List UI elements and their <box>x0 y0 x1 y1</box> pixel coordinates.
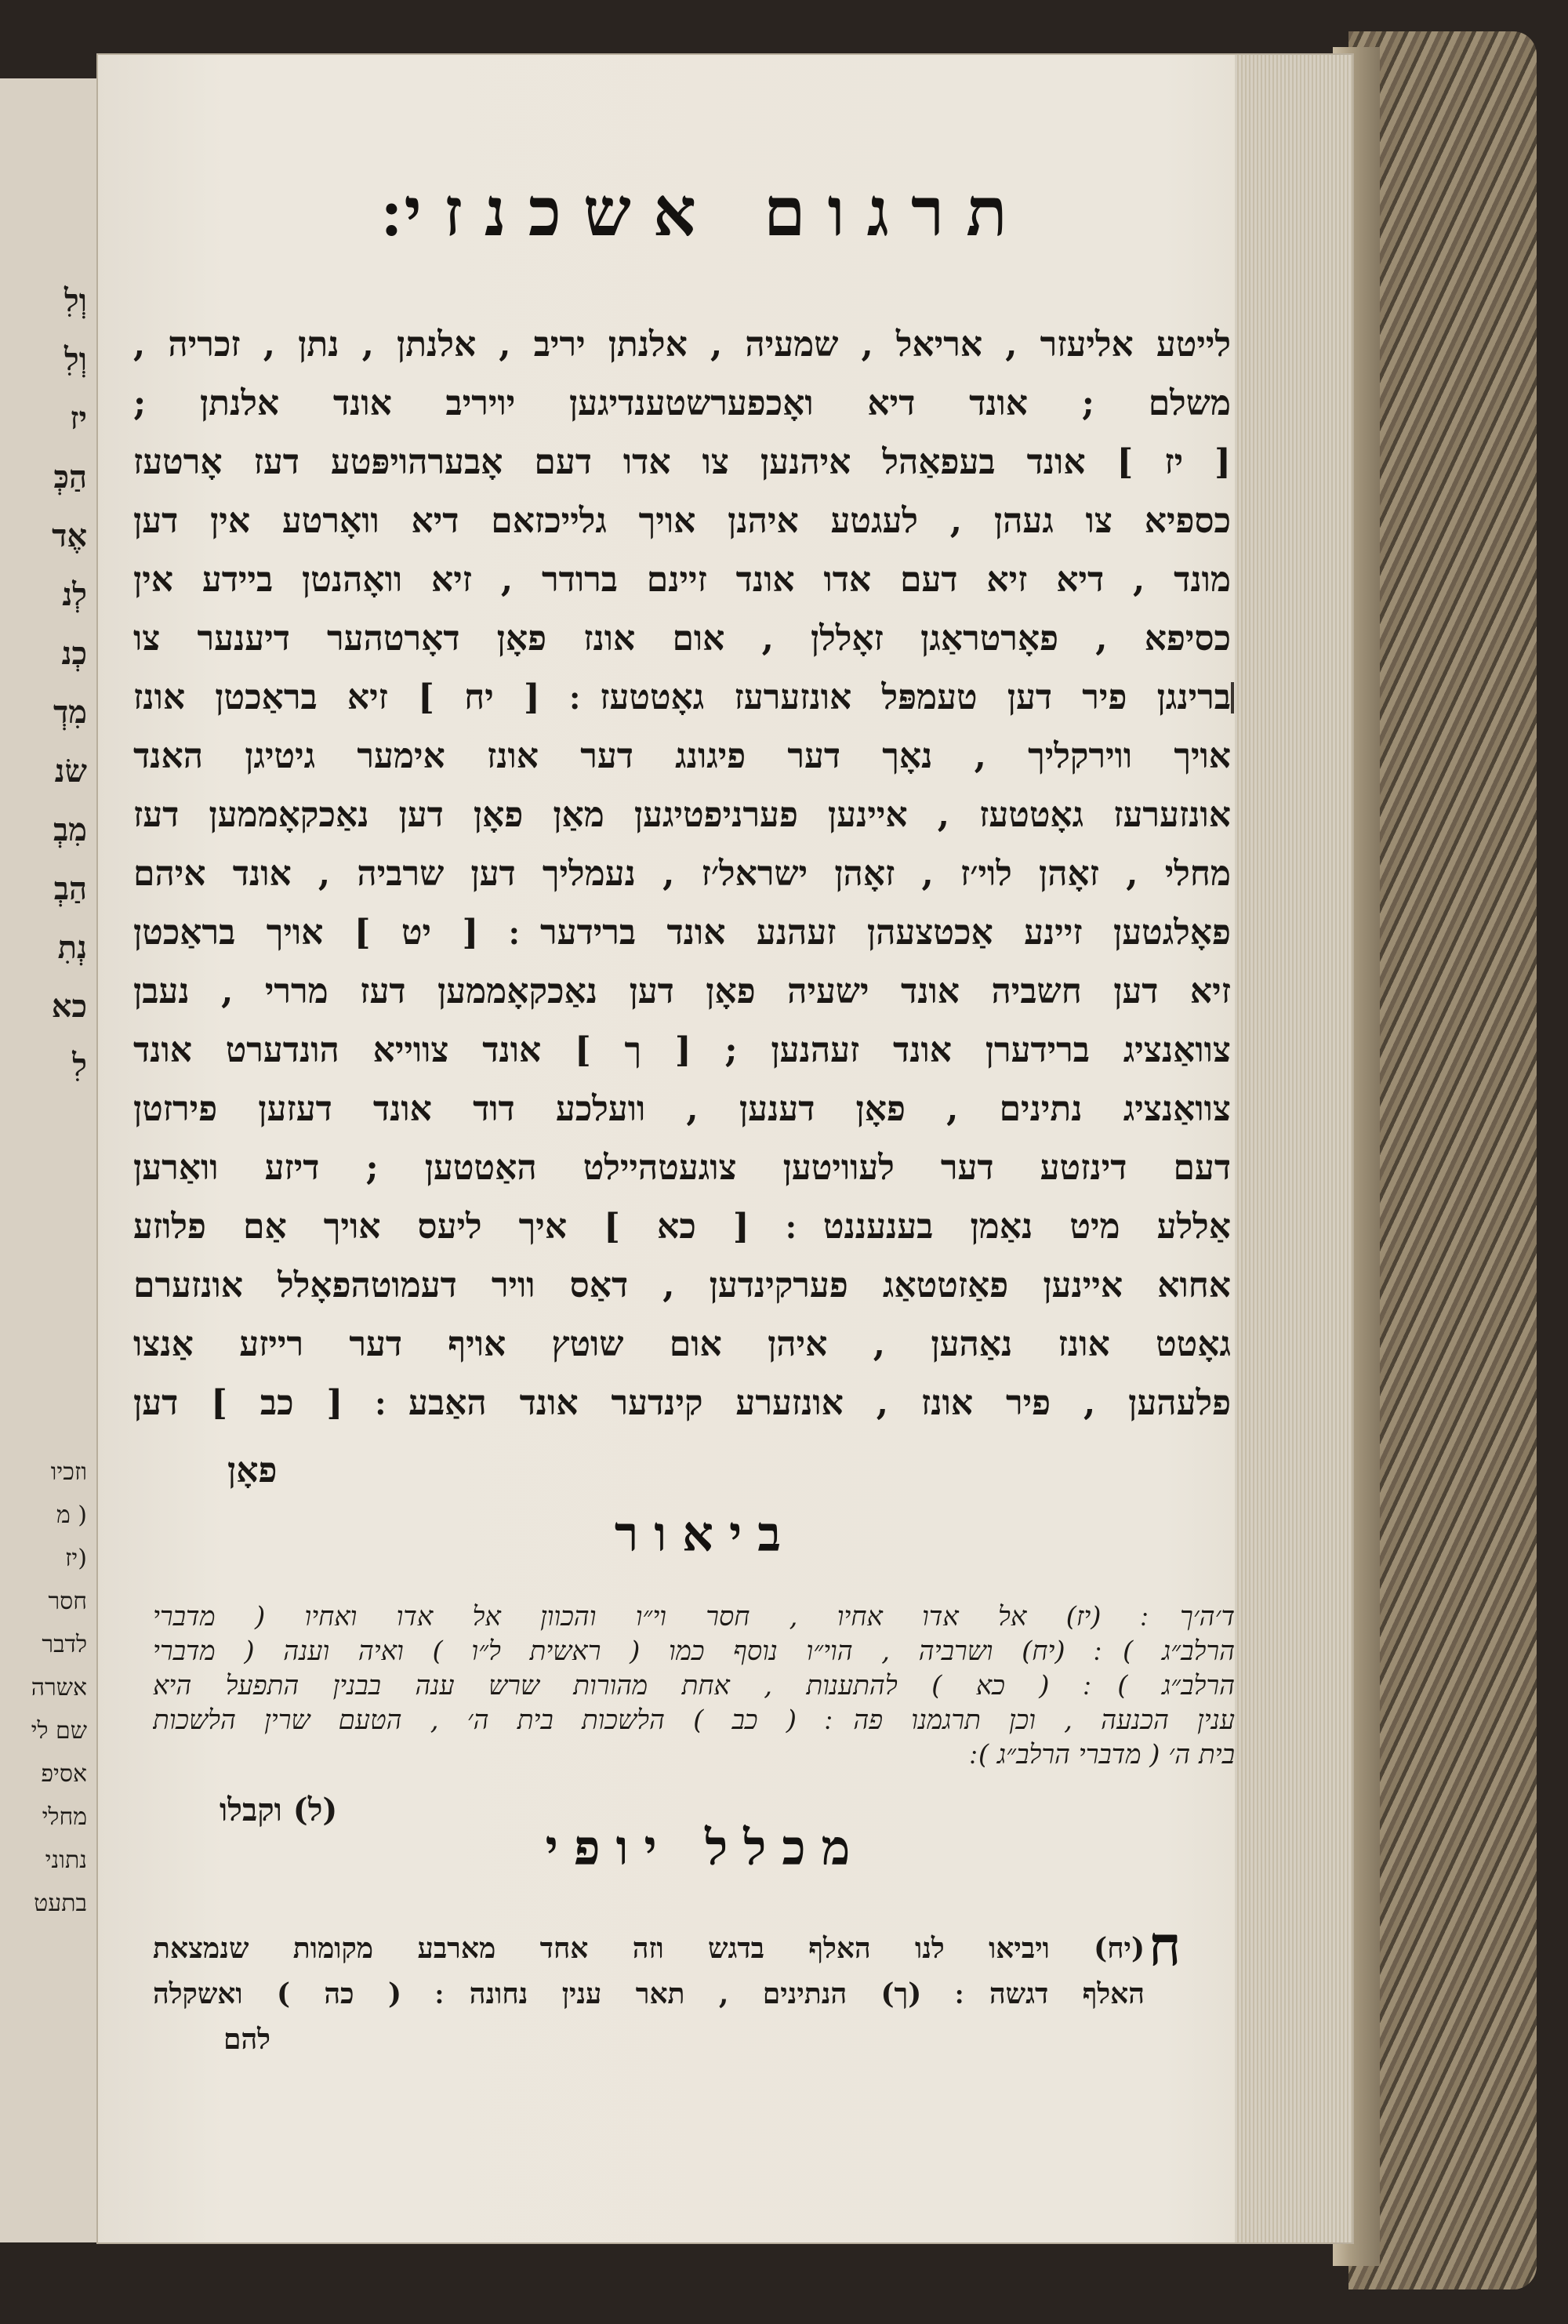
commentary-line: הרלב״ג ) ׃ ( כא ) להתענות , אחת מהורות שרש ענה בבנין התפעל היא <box>153 1670 1235 1701</box>
text-line: לייטע אליעזר , אריאל , שמעיה , אלנתן יריב , אלנתן , נתן , זכריה , <box>133 325 1231 365</box>
left-page-fragment: מחלי <box>42 1803 87 1831</box>
text-line: צוואַנציג נתינים , פאָן דענען , וועלכע דוד אונד דעזען פירזטן <box>133 1089 1231 1129</box>
left-page-fragment: נתוני <box>45 1846 87 1874</box>
left-page-fragment: וְלִ <box>64 282 87 319</box>
left-page-fragment: בתעט <box>34 1890 87 1917</box>
text-line: כסיפא , פאָרטראַגן זאָללן , אום אונז פאָן דאָרטהער דיענער צו <box>133 619 1231 659</box>
commentary-line: בית ה׳ ( מדברי הרלב״ג ) ׃ <box>970 1739 1235 1770</box>
commentary-line: ענין הכנעה , וכן תרגמנו פה ׃ ( כב ) הלשכות בית ה׳ , הטעם שרין הלשכות <box>153 1705 1235 1736</box>
text-line: אויך ווירקליך , נאָך דער פיגונג דער אונז אימער גיטיגן האנד <box>133 736 1231 776</box>
mikhlol-yofi-heading: מכלל יופי <box>545 1819 866 1876</box>
book-page <box>98 55 1352 2242</box>
text-line: כספיא צו געהן , לעגטע איהנן אויך גלייכזאם דיא וואָרטע אין דען <box>133 501 1231 541</box>
left-page-fragment: שם לי <box>31 1717 87 1745</box>
commentary-line: (יח) ויביאו לנו האלף בדגש וזה אחד מארבע מקומות שנמצאת <box>153 1932 1145 1965</box>
left-page-fragment: כא <box>51 988 87 1025</box>
text-line: אַללע מיט נאַמן בענעננט ׃ [ כא ] איך ליעס אויך אַם פלוזע <box>133 1207 1231 1247</box>
left-page-fragment: (יז <box>65 1545 87 1572</box>
text-line: משלם ; אונד דיא ואָכפערשטענדיגען יויריב אונד אלנתן ; <box>133 383 1231 423</box>
text-line: צוואַנציג ברידערן אונד זעהנען ; [ ך ] אונד צווייא הונדערט אונד <box>133 1030 1231 1070</box>
left-page-fragment: כְנ <box>61 635 87 672</box>
page-edges <box>1235 55 1352 2242</box>
biur-heading: ביאור <box>614 1505 797 1563</box>
left-page-fragment: אסיפ <box>41 1760 87 1788</box>
text-line: גאָטט אונז נאַהען , איהן אום שוטץ אויף דער רייזע אַנצו <box>133 1324 1231 1364</box>
left-facing-page <box>0 78 101 2242</box>
page-title: תרגום אשכנזי׃ <box>382 172 1029 252</box>
left-page-fragment: נְתִ <box>57 929 87 966</box>
left-page-fragment: שׂנ <box>54 753 87 790</box>
text-line: פלעהען , פיר אונז , אונזערע קינדער אונד האַבע ׃ [ כב ] דען <box>133 1383 1231 1423</box>
left-page-fragment: מִדְ <box>53 694 87 731</box>
chapter-letter: ח <box>1149 1913 1181 1978</box>
left-page-fragment: וזכיו <box>50 1458 87 1486</box>
text-line: אחוא איינען פאַזטטאַג פערקינדען , דאַס וויר דעמוטהפאָלל אונזערם <box>133 1265 1231 1305</box>
left-page-fragment: הַבְ <box>53 870 87 907</box>
left-page-fragment: לִ <box>72 1047 87 1084</box>
left-page-fragment: חסר <box>48 1588 87 1615</box>
left-page-fragment: יז <box>70 400 87 437</box>
binding-thread <box>1231 682 1234 714</box>
text-line: ברינגן פיר דען טעמפּל אונזערעז גאָטטעז ׃ [ יח ] זיא בראַכטן אונז <box>133 677 1231 717</box>
commentary-line: האלף דגשה ׃ (ך) הנתינים , תאר ענין נחונה ׃ ( כה ) ואשקלה <box>153 1977 1145 2010</box>
text-line: מונד , דיא זיא דעם אדו אונד זיינם ברודר , זיא וואָהנטן ביידע אין <box>133 560 1231 600</box>
left-page-fragment: לדבר <box>42 1631 87 1658</box>
left-page-fragment: ( מ <box>56 1502 87 1529</box>
text-line: אונזערעז גאָטטעז , איינען פערניפטיגען מאַן פאָן דען נאַכקאָממען דעז <box>133 795 1231 835</box>
left-page-fragment: וְלִ <box>64 341 87 378</box>
text-line: [ יז ] אונד בעפאַהל איהנען צו אדו דעם אָבערהויפּטע דעז אָרטעז <box>133 442 1231 482</box>
left-page-fragment: אֶד <box>52 517 87 554</box>
text-line: דעם דינזטע דער לעוויטען צוגעטהיילט האַטטען ; דיזע וואַרען <box>133 1148 1231 1188</box>
left-page-fragment: לְנ <box>62 576 87 613</box>
left-page-fragment: הַכְּ <box>53 459 87 496</box>
commentary-line: ד׳ה׳ך ׃ (יז) אל אדו אחיו , חסר וי״ו והכוון אל אדו ואחיו ( מדברי <box>153 1601 1235 1632</box>
catchword: פאָן <box>227 1451 278 1491</box>
commentary-line: הרלב״ג ) ׃ (יח) ושרביה , הוי״ו נוסף כמו ( ראשית ל״ו ) ואיה וענה ( מדברי <box>153 1636 1235 1667</box>
biur-catchword: (ל) וקבלו <box>220 1792 338 1828</box>
text-line: זיא דען חשביה אונד ישעיה פאָן דען נאַכקאָממען דעז מררי , נעבן <box>133 971 1231 1011</box>
text-line: פאָלגטען זיינע אַכטצעהן זעהנע אונד ברידער ׃ [ יט ] אויך בראַכטן <box>133 913 1231 953</box>
text-line: מחלי , זאָהן לוי׳ז , זאָהן ישראל׳ז , נעמליך דען שרביה , אונד איהם <box>133 854 1231 894</box>
left-page-fragment: מִבְ <box>53 812 87 848</box>
left-page-fragment: אשרה <box>31 1674 87 1701</box>
mikhlol-catchword: להם <box>223 2023 271 2056</box>
